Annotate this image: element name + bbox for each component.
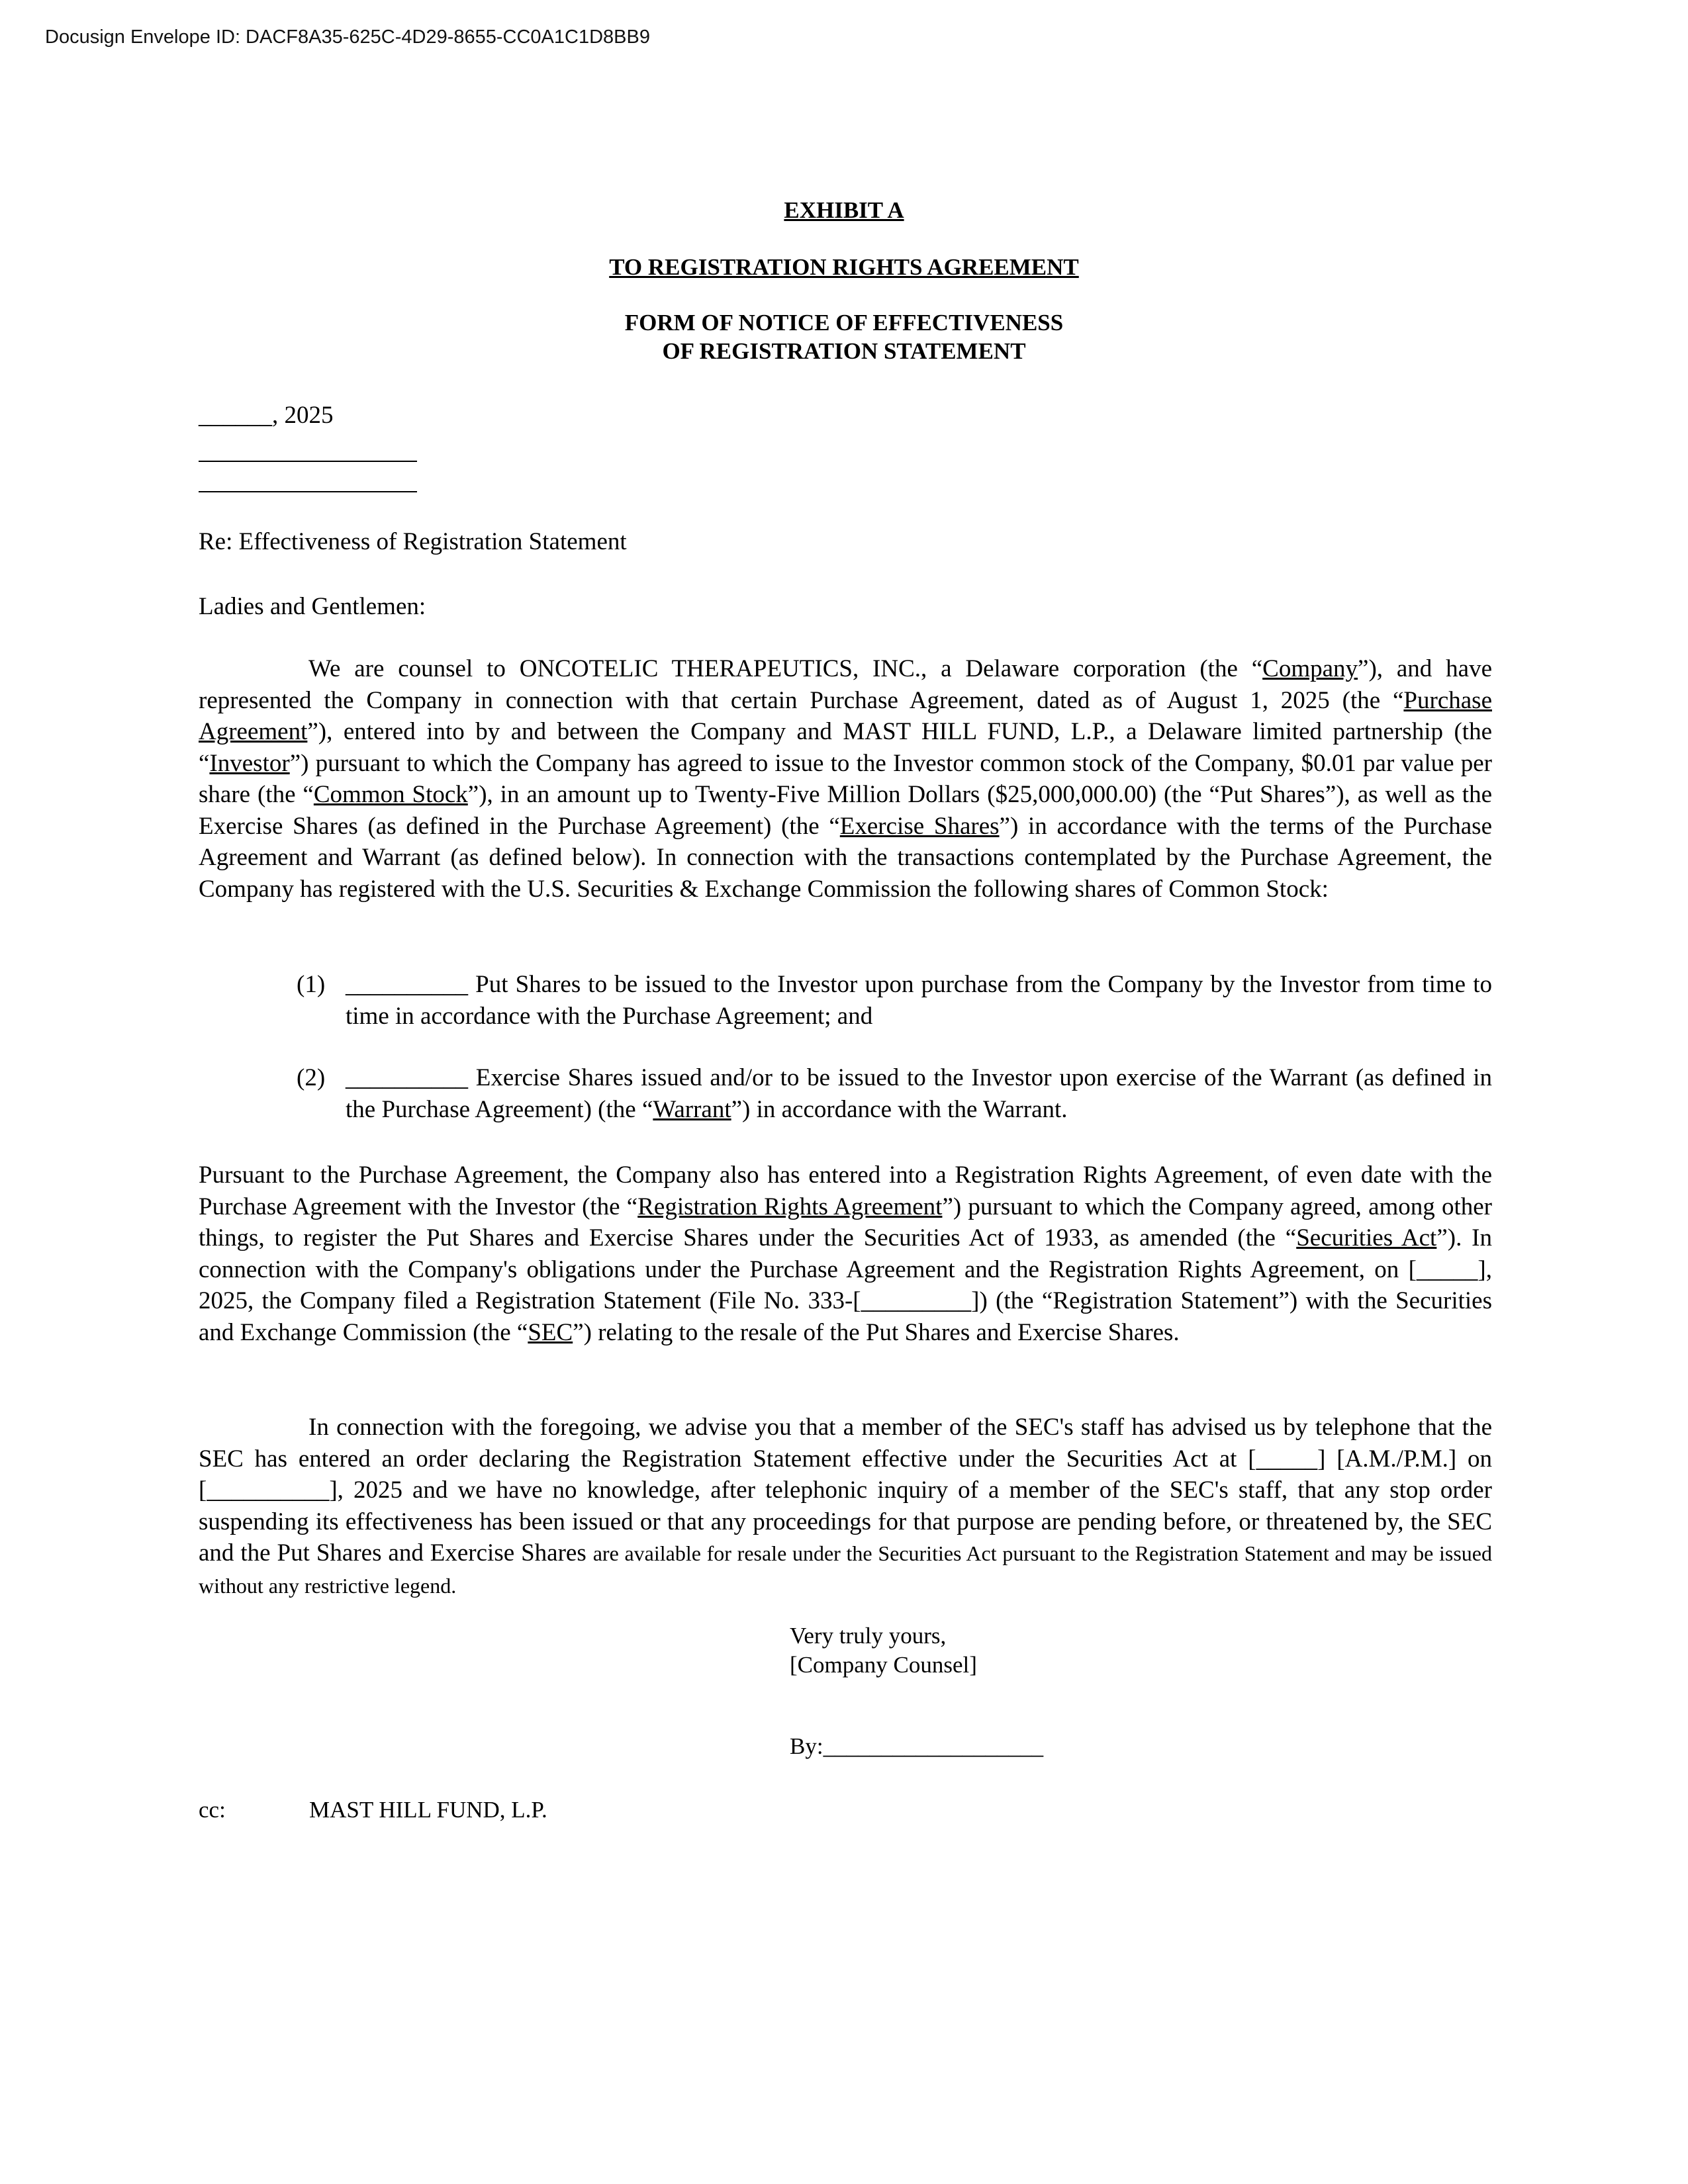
list-item [199,1062,1492,1125]
docusign-envelope-id: Docusign Envelope ID: DACF8A35-625C-4D29-8655-CC0A1C1D8BB9 [45,26,650,48]
defined-term-common-stock: Common Stock [313,781,468,808]
para1-text-3: ”), entered into by and between the Company and MAST HILL FUND, L.P., a Delaware limited partnership (the “ [199,718,1492,777]
exhibit-heading: EXHIBIT A [784,197,904,223]
cc-recipient: MAST HILL FUND, L.P. [309,1797,547,1823]
form-title-line-1: FORM OF NOTICE OF EFFECTIVENESS [624,310,1064,336]
defined-term-exercise-shares: Exercise Shares [839,812,1000,840]
para2-text-3: ”). In connection with the Company's obligations under the Purchase Agreement and the Registration Rights Agreement, on [_____], 2025, the Company filed a Registration Statement (File No. 333-[_________]) (the “Registration Statement”) with the Securities and Exchange Commission (the “ [199,1224,1492,1346]
para2-text-1: Pursuant to the Purchase Agreement, the Company also has entered into a Registration Rights Agreement, of even date with the Purchase Agreement with the Investor (the “ [199,1161,1492,1220]
defined-term-purchase-agreement: Purchase Agreement [199,686,1492,745]
signer-name: [Company Counsel] [790,1652,977,1678]
paragraph-effectiveness-notice [199,1412,1492,1602]
item2-text-2: ”) in accordance with the Warrant. [731,1095,1068,1123]
salutation: Ladies and Gentlemen: [199,593,426,620]
defined-term-warrant: Warrant [653,1095,731,1123]
para3-text-1: In connection with the foregoing, we advise you that a member of the SEC's staff has advised us by telephone that the SEC has entered an order declaring the Registration Statement effective under the Securities Act at [_____] [A.M./P.M.] on [__________], 2025 and we have no knowledge, after telephonic inquiry of a member of the SEC's staff, that any stop order suspending its effectiveness has been issued or that any proceedings for that purpose are pending before, or threatened by, the SEC and the Put Shares and Exercise Shares [199,1414,1492,1567]
item2-text-1: __________ Exercise Shares issued and/or to be issued to the Investor upon exercise of the Warrant (as defined in the Purchase Agreement) (the “ [346,1064,1492,1123]
cc-label: cc: [199,1797,226,1823]
para1-text-2: ”), and have represented the Company in connection with that certain Purchase Agreement, dated as of August 1, 2025 (the “ [199,655,1493,714]
address-blank-1 [199,461,417,462]
para2-text-4: ”) relating to the resale of the Put Shares and Exercise Shares. [573,1318,1180,1346]
defined-term-investor: Investor [209,749,290,777]
paragraph-registration-rights [199,1160,1492,1348]
form-title-line-2: OF REGISTRATION STATEMENT [662,338,1026,364]
re-line: Re: Effectiveness of Registration Statement [199,528,627,555]
para1-text-5: ”), in an amount up to Twenty-Five Million Dollars ($25,000,000.00) (the “Put Shares”), as well as the Exercise Shares (as defined in the Purchase Agreement) (the “ [199,781,1492,840]
list-item-number: (1) [297,971,326,998]
closing-line: Very truly yours, [790,1623,947,1649]
list-item [199,969,1492,1032]
defined-term-registration-rights-agreement: Registration Rights Agreement [637,1193,943,1220]
para1-text-1: We are counsel to ONCOTELIC THERAPEUTICS, INC., a Delaware corporation (the “ [308,655,1263,682]
defined-term-sec: SEC [528,1318,573,1346]
agreement-subtitle: TO REGISTRATION RIGHTS AGREEMENT [609,254,1079,280]
defined-term-securities-act: Securities Act [1296,1224,1437,1251]
signature-line: By:___________________ [790,1733,1044,1759]
list-item-text: __________ Put Shares to be issued to the Investor upon purchase from the Company by the Investor from time to time in accordance with the Purchase Agreement; and [346,971,1492,1030]
list-item-number: (2) [297,1064,326,1091]
address-blank-2 [199,491,417,492]
para2-text-2: ”) pursuant to which the Company agreed, among other things, to register the Put Shares and Exercise Shares under the Securities Act of 1933, as amended (the “ [199,1193,1492,1251]
defined-term-company: Company [1262,655,1358,682]
paragraph-counsel-intro [199,653,1492,905]
para3-text-2: are available for resale under the Securities Act pursuant to the Registration Statement and may be issued without any restrictive legend. [199,1541,1493,1598]
para1-text-4: ”) pursuant to which the Company has agreed to issue to the Investor common stock of the Company, $0.01 par value per share (the “ [199,749,1492,808]
date-line: ______, 2025 [199,402,334,429]
para1-text-6: ”) in accordance with the terms of the Purchase Agreement and Warrant (as defined below). In connection with the transactions contemplated by the Purchase Agreement, the Company has registered with the U.S. Securities & Exchange Commission the following shares of Common Stock: [199,812,1492,903]
list-item-text [346,1062,1492,1125]
